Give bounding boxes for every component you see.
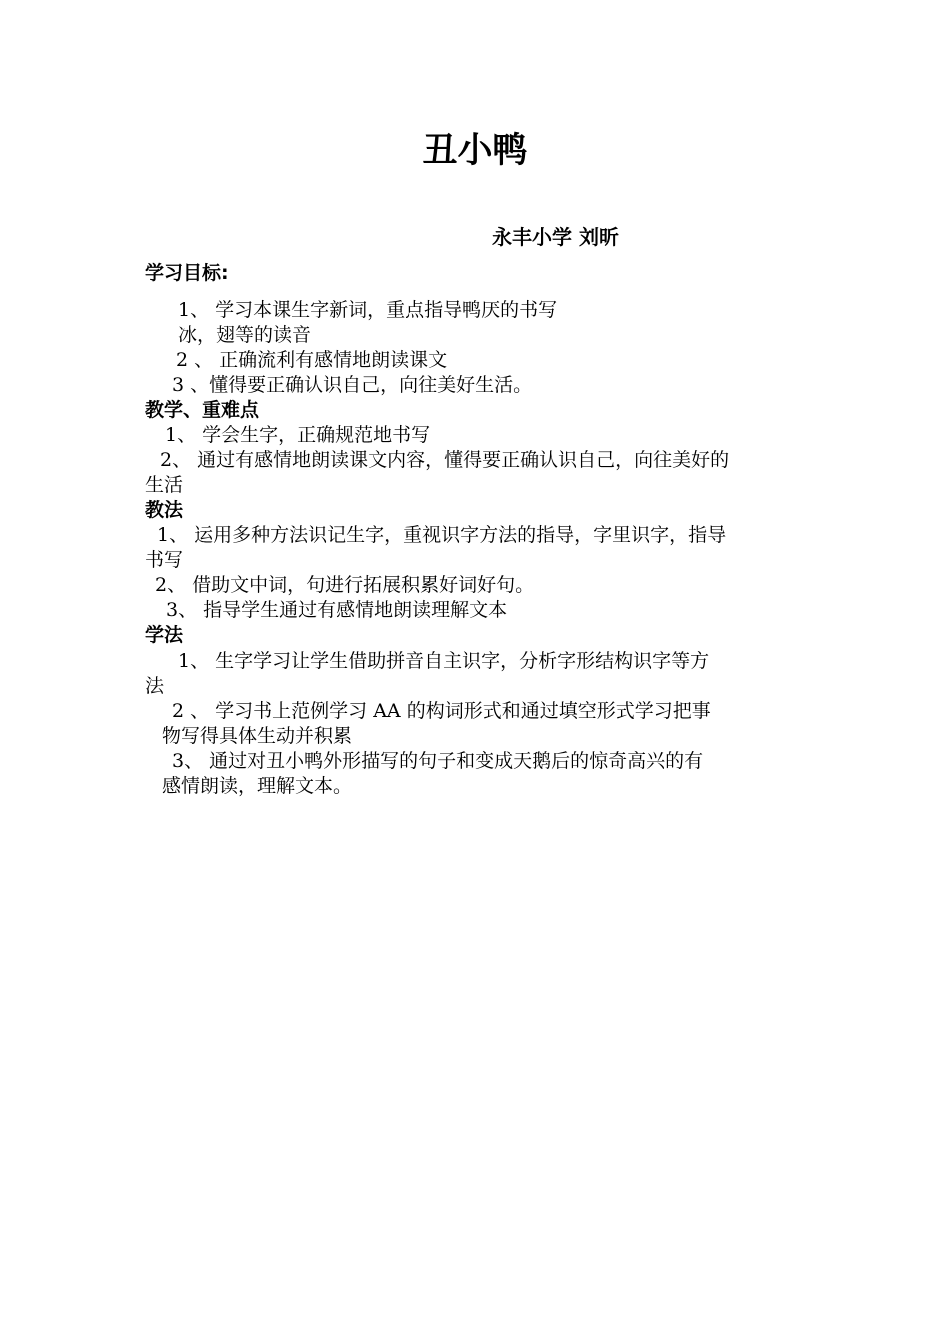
list-item: 3、 指导学生通过有感情地朗读理解文本	[166, 599, 508, 621]
list-item: 2、 通过有感情地朗读课文内容，懂得要正确认识自己，向往美好的	[160, 449, 730, 471]
section-heading-key-points: 教学、重难点	[145, 399, 260, 421]
list-item: 2 、 正确流利有感情地朗读课文	[176, 349, 448, 371]
list-item: 2、 借助文中词，句进行拓展积累好词好句。	[155, 574, 535, 596]
list-item: 1、 学会生字，正确规范地书写	[165, 424, 431, 446]
list-item: 1、 生字学习让学生借助拼音自主识字，分析字形结构识字等方	[178, 650, 710, 672]
list-item: 书写	[145, 549, 184, 571]
list-item: 冰，翅等的读音	[178, 324, 312, 346]
document-title: 丑小鸭	[422, 131, 528, 171]
document-author: 永丰小学 刘昕	[492, 225, 619, 249]
list-item: 3、 通过对丑小鸭外形描写的句子和变成天鹅后的惊奇高兴的有	[172, 750, 704, 772]
list-item: 生活	[145, 474, 184, 496]
list-item: 2 、 学习书上范例学习 AA 的构词形式和通过填空形式学习把事	[172, 700, 711, 722]
list-item: 法	[145, 675, 165, 697]
list-item: 1、 运用多种方法识记生字，重视识字方法的指导，字里识字，指导	[157, 524, 727, 546]
list-item: 物写得具体生动并积累	[162, 725, 353, 747]
list-item: 3 、懂得要正确认识自己，向往美好生活。	[172, 374, 533, 396]
section-heading-teaching-methods: 教法	[145, 499, 184, 521]
list-item: 1、 学习本课生字新词，重点指导鸭厌的书写	[178, 299, 558, 321]
section-heading-learning-methods: 学法	[145, 624, 184, 646]
list-item: 感情朗读，理解文本。	[162, 775, 353, 797]
section-heading-learning-goals: 学习目标:	[145, 262, 229, 284]
